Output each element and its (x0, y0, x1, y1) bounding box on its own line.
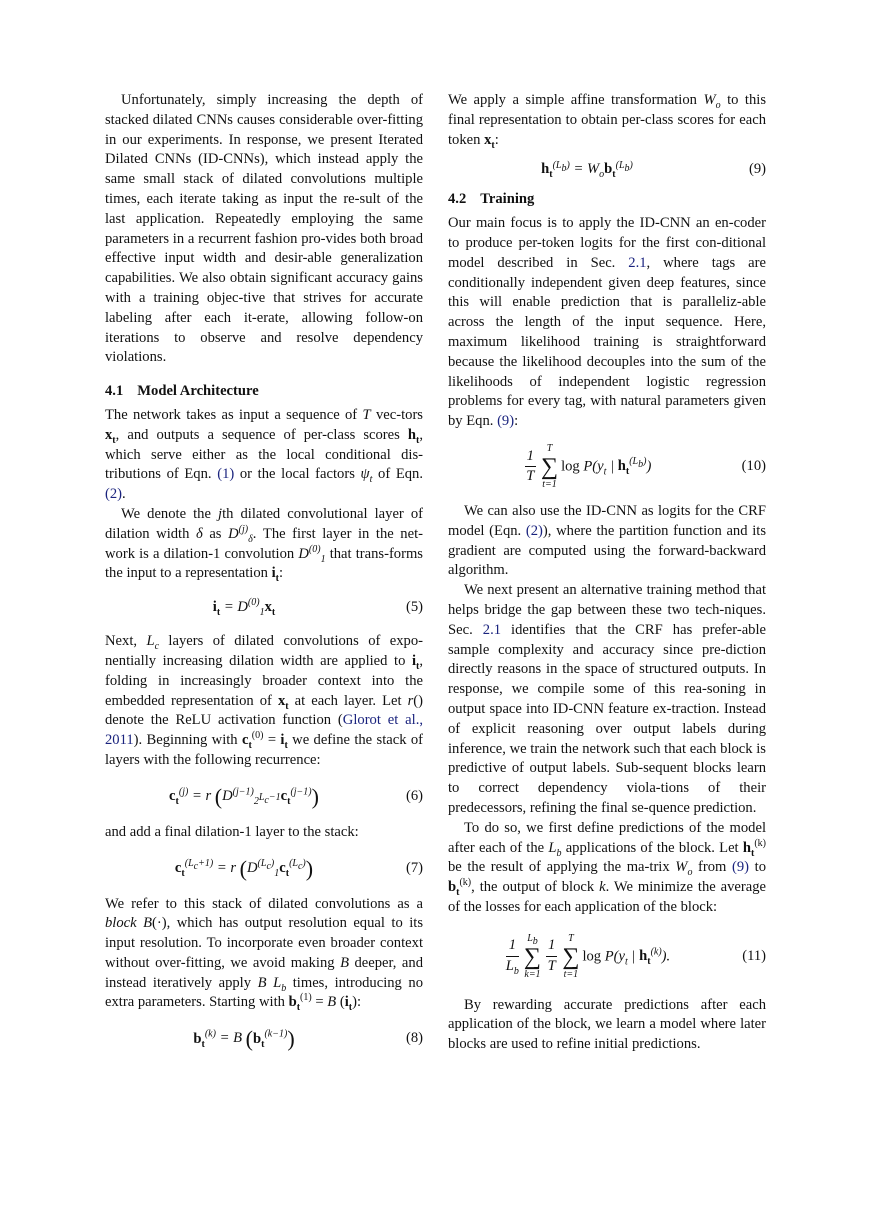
paragraph: Unfortunately, simply increasing the depth of stacked dilated CNNs causes considerable over-fitting in our experiments. In response, we present Iterated Dilated CNNs (ID-CNNs), which instead apply the same small stack of dilated convolutions multiple times, each iterate taking as input the re-sult of the last application. Repeatedly employing the same parameters in a recurrent fashion pro-vides both broad effective input width and desir-able generalization capabilities. We also obtain significant accuracy gains with a training objec-tive that strives for accurate labeling after each it-erate, allowing follow-on iterations to observe and resolve dependency violations. (105, 92, 423, 366)
paragraph: Next, $L_c$ layers of dilated convolutions of expo-nentially increasing dilation width are applied to $i_t$, folding in increasingly broader context into the embedded representation of $x_t$ at each layer. Let r() denote the ReLU activation function (Glorot et al., 2011). Beginning with $c_t^{(0)} = i_t$ we define the stack of layers with the following recurrence: (105, 633, 424, 768)
equation-formula: $b_t^{(k)} = B$ $(b_t^{(k-1)})$ (193, 1026, 295, 1052)
equation-formula: $c_t^{(L_c+1)} = r$ $(D^{(L_c)}_1c_t^{(L_c)})$ (174, 855, 314, 881)
section-title: Training (480, 191, 535, 208)
left-column (105, 91, 423, 1065)
equation (448, 922, 766, 992)
section-number: 4.2 (448, 191, 467, 208)
equation-link[interactable]: (2) (525, 522, 543, 539)
equation (105, 1017, 423, 1061)
equation (448, 154, 766, 186)
paragraph: The network takes as input a sequence of T vec-tors $x_t$, and outputs a sequence of per-class scores $h_t$, which serve either as the local conditional dis-tributions of Eqn. (1) or the local factors $\psi_t$ of Eqn. (2). (105, 406, 423, 503)
equation-number: (7) (405, 859, 423, 876)
section-heading (105, 382, 423, 402)
equation-formula: $\frac{1}{L_b}$ $L_b$ ∑ k=1 $\frac{1}{T}$ T ∑ t=1 $\log P(y_t$ | $h_t^{(k)}$). (505, 932, 671, 980)
equation-link[interactable]: (9) (497, 413, 515, 430)
equation (105, 847, 423, 891)
section-heading (448, 190, 766, 210)
paragraph: We apply a simple affine transformation $W_o$ to this final representation to obtain per-class scores for each token $x_t$: (448, 92, 766, 151)
equation-number: (9) (748, 161, 766, 178)
section-link[interactable]: 2.1 (628, 254, 647, 271)
equation-formula: $i_t = D^{(0)}_1x_t$ (212, 597, 276, 619)
equation-number: (5) (405, 599, 423, 616)
equation-link[interactable]: (1) (217, 466, 235, 483)
section-number: 4.1 (105, 383, 124, 400)
equation-number: (11) (742, 947, 766, 964)
equation (105, 775, 423, 819)
paragraph: By rewarding accurate predictions after each application of the block, we learn a model where later blocks are used to refine initial predictions. (448, 996, 766, 1053)
section-title: Model Architecture (137, 383, 259, 400)
equation (448, 436, 766, 498)
citation-link[interactable]: Glorot et al., 2011 (105, 712, 424, 749)
paragraph: We denote the jth dilated convolutional layer of dilation width δ as $D^{(j)}_\delta$. The first layer in the net-work is a dilation-1 convolution $D^{(0)}_1$ that trans-forms the input to a representation $i_t$: (105, 505, 424, 585)
equation-number: (8) (405, 1030, 423, 1047)
equation-formula: $h_t^{(L_b)} = W_ob_t^{(L_b)}$ (541, 159, 633, 181)
equation (105, 588, 423, 628)
equation-formula: $\frac{1}{T}$ T ∑ t=1 $\log P(y_t$ | $h_t^{(L_b)}$) (526, 442, 652, 490)
equation-number: (10) (741, 458, 766, 475)
paragraph: and add a final dilation-1 layer to the stack: (105, 823, 359, 840)
paragraph: We next present an alternative training method that helps bridge the gap between these two tech-niques. Sec. 2.1 identifies that the CRF has prefer-able sample complexity and accuracy since pre-diction directly reasons in the space of structured outputs. In response, we compile some of this rea-soning in output space into ID-CNN feature ex-traction. Instead of explicit reasoning over output labels during inference, we train the network such that each block is predictive of output labels. Sub-sequent blocks learn to correct dependency viola-tions of their predecessors, refining the final se-quence prediction. (448, 582, 766, 816)
paragraph: Our main focus is to apply the ID-CNN an en-coder to produce per-token logits for the first con-ditional model described in Sec. 2.1, where tags are conditionally independent given deep features, since this will enable prediction that is paralleliz-able across the length of the input sequence. Here, maximum likelihood training is straightforward because the likelihood decouples into the sum of the likelihoods of independent logistic regression problems for every tag, with natural parameters given by Eqn. (9): (448, 215, 766, 430)
section-link[interactable]: 2.1 (482, 621, 502, 638)
paragraph: We can also use the ID-CNN as logits for the CRF model (Eqn. (2)), where the partition function and its gradient are computed using the forward-backward algorithm. (448, 502, 766, 579)
paragraph: To do so, we first define predictions of the model after each of the $L_b$ applications of the block. Let $h_t^{(k)}$ be the result of applying the ma-trix $W_o$ from (9) to $b_t^{(k)}$, the output of block k. We minimize the average of the losses for each application of the block: (448, 819, 767, 915)
equation-formula: $c_t^{(j)} = r$ $(D^{(j-1)}_{2^{L_c-1}}c_t^{(j-1)})$ (169, 783, 319, 809)
equation-link[interactable]: (9) (732, 859, 750, 876)
equation-link[interactable]: (2) (105, 486, 123, 503)
equation-number: (6) (405, 787, 423, 804)
right-column (448, 91, 766, 1055)
paragraph: We refer to this stack of dilated convolutions as a block B(·), which has output resolution equal to its input resolution. To incorporate even broader context without over-fitting, we avoid making B deeper, and instead iteratively apply B $L_b$ times, introducing no extra parameters. Starting with $b_t^{(1)} = B$ $(i_t)$: (105, 895, 423, 1014)
